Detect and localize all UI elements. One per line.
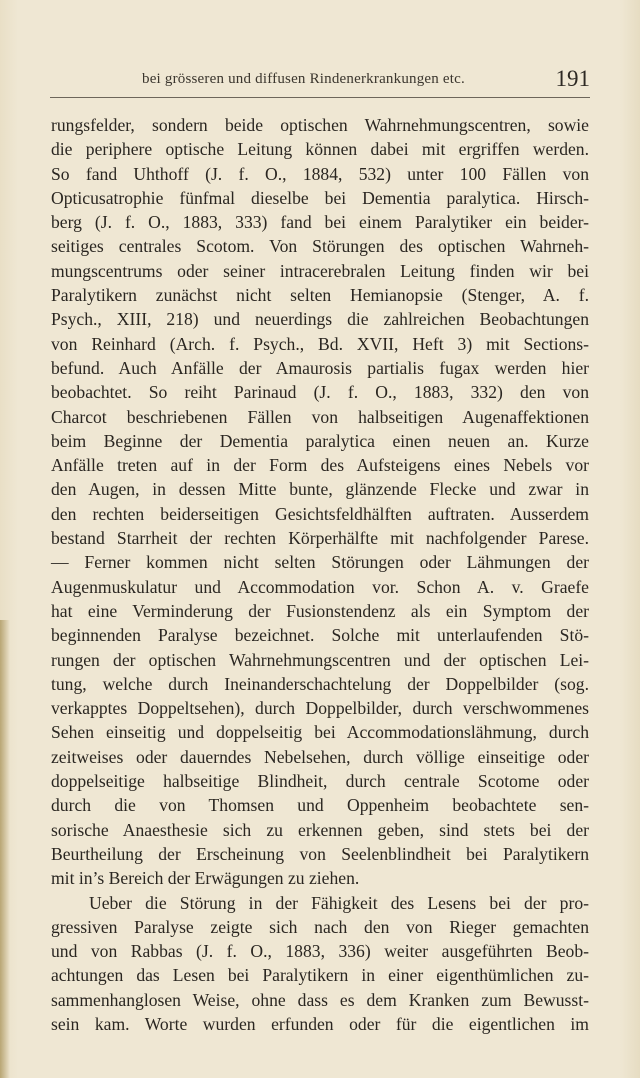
- text-line: Ueber die Störung in der Fähigkeit des Lesens bei der pro-: [89, 892, 589, 913]
- text-line: Sehen einseitig und doppelseitig bei Accommodationslähmung, durch: [51, 722, 589, 743]
- text-line: beim Beginne der Dementia paralytica einen neuen an. Kurze: [51, 430, 589, 451]
- running-head: [50, 68, 590, 94]
- text-line: gressiven Paralyse zeigte sich nach den von Rieger gemachten: [51, 916, 589, 937]
- text-line: befund. Auch Anfälle der Amaurosis partialis fugax werden hier: [51, 357, 589, 378]
- text-line: Anfälle treten auf in der Form des Aufsteigens eines Nebels vor: [51, 455, 589, 476]
- text-line: Paralytikern zunächst nicht selten Hemianopsie (Stenger, A. f.: [51, 285, 589, 306]
- text-line: bestand Starrheit der rechten Körperhälfte mit nachfolgender Parese.: [51, 528, 589, 549]
- text-line: die periphere optische Leitung können dabei mit ergriffen werden.: [51, 139, 589, 160]
- text-line: und von Rabbas (J. f. O., 1883, 336) weiter ausgeführten Beob-: [51, 941, 589, 962]
- text-line: zeitweises oder dauerndes Nebelsehen, durch völlige einseitige oder: [51, 746, 589, 767]
- text-line: verkapptes Doppeltsehen), durch Doppelbilder, durch verschwommenes: [51, 698, 589, 719]
- text-line: rungsfelder, sondern beide optischen Wahrnehmungscentren, sowie: [51, 115, 589, 135]
- text-line: von Reinhard (Arch. f. Psych., Bd. XVII, Heft 3) mit Sections-: [51, 333, 589, 354]
- text-line: mungscentrums oder seiner intracerebralen Leitung finden wir bei: [51, 260, 589, 281]
- text-line: sammenhanglosen Weise, ohne dass es dem Kranken zum Bewusst-: [51, 989, 589, 1010]
- text-line: Psych., XIII, 218) und neuerdings die zahlreichen Beobachtungen: [51, 309, 589, 330]
- text-line: rungen der optischen Wahrnehmungscentren und der optischen Lei-: [51, 649, 589, 670]
- text-line: den Augen, in dessen Mitte bunte, glänzende Flecke und zwar in: [51, 479, 589, 500]
- text-line: — Ferner kommen nicht selten Störungen oder Lähmungen der: [51, 552, 589, 573]
- text-line: Opticusatrophie fünfmal dieselbe bei Dementia paralytica. Hirsch-: [51, 187, 589, 208]
- body-text: [51, 113, 589, 1036]
- text-line: Beurtheilung der Erscheinung von Seelenblindheit bei Paralytikern: [51, 843, 589, 864]
- text-line: sorische Anaesthesie sich zu erkennen geben, sind stets bei der: [51, 819, 589, 840]
- text-line: durch die von Thomsen und Oppenheim beobachtete sen-: [51, 795, 589, 816]
- text-line: seitiges centrales Scotom. Von Störungen des optischen Wahrneh-: [51, 236, 589, 257]
- text-line: den rechten beiderseitigen Gesichtsfeldhälften auftraten. Ausserdem: [51, 503, 589, 524]
- text-line: Augenmuskulatur und Accommodation vor. Schon A. v. Graefe: [51, 576, 589, 597]
- running-head-title: bei grösseren und diffusen Rindenerkrankungen etc.: [142, 71, 465, 87]
- text-line: beobachtet. So reiht Parinaud (J. f. O., 1883, 332) den von: [51, 382, 589, 403]
- text-line: berg (J. f. O., 1883, 333) fand bei einem Paralytiker ein beider-: [51, 212, 589, 233]
- text-line: achtungen das Lesen bei Paralytikern in einer eigenthümlichen zu-: [51, 965, 589, 986]
- text-line: tung, welche durch Ineinanderschachtelung der Doppelbilder (sog.: [51, 673, 589, 694]
- text-line: beginnenden Paralyse bezeichnet. Solche mit unterlaufenden Stö-: [51, 625, 589, 646]
- page-number: 191: [555, 66, 590, 91]
- text-line: Charcot beschriebenen Fällen von halbseitigen Augenaffektionen: [51, 406, 589, 427]
- text-line: So fand Uhthoff (J. f. O., 1884, 532) unter 100 Fällen von: [51, 163, 589, 184]
- header-rule: [50, 97, 590, 98]
- page-edge-shadow: [0, 620, 10, 1078]
- text-line: hat eine Verminderung der Fusionstendenz als ein Symptom der: [51, 600, 589, 621]
- text-line: doppelseitige halbseitige Blindheit, durch centrale Scotome oder: [51, 771, 589, 792]
- text-line: sein kam. Worte wurden erfunden oder für die eigentlichen im: [51, 1013, 589, 1034]
- text-line: mit in’s Bereich der Erwägungen zu ziehen.: [51, 868, 360, 889]
